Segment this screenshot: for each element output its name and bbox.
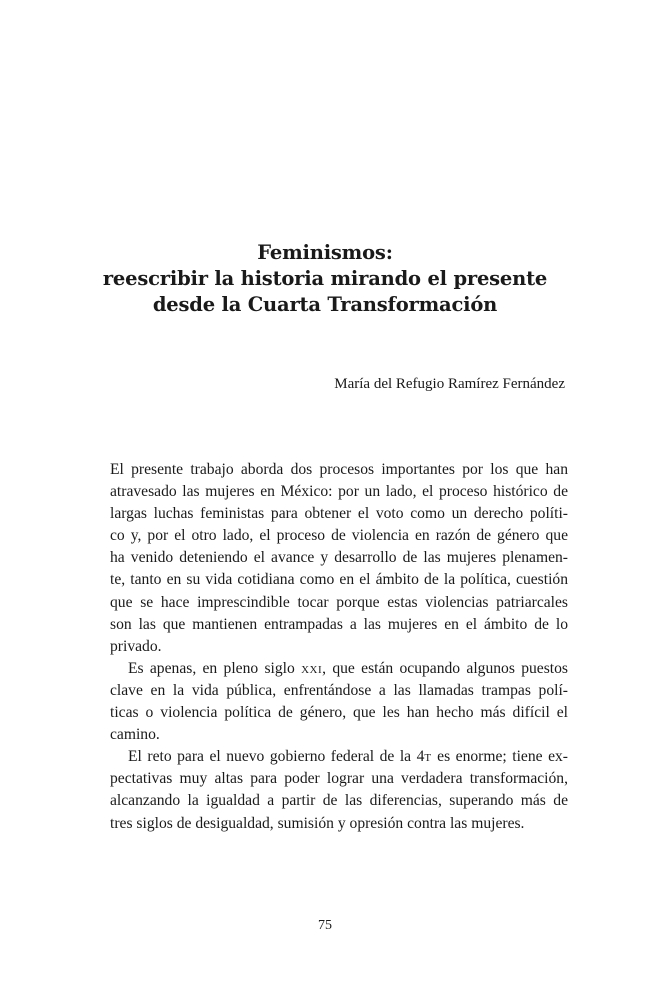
paragraph-2-line-3: ticas o violencia política de género, que les han hecho más difícil el [110,704,568,722]
paragraph-1-line-7: que se hace imprescindible tocar porque estas violencias patriarcales [110,593,568,611]
paragraph-1-line-2: atravesado las mujeres en México: por un lado, el proceso histórico de [110,483,568,501]
paragraph-1-line-6: te, tanto en su vida cotidiana como en el ámbito de la política, cuestión [110,571,568,589]
chapter-title [0,240,650,318]
title-line-3: desde la Cuarta Transformación [152,293,498,316]
paragraph-1-line-1: El presente trabajo aborda dos procesos importantes por los que han [110,461,568,478]
paragraph-3-line-3: alcanzando la igualdad a partir de las diferencias, superando más de [110,792,568,810]
paragraph-2-line-1: Es apenas, en pleno siglo xxi, que están ocupando algunos puestos [128,659,568,677]
body-text [110,459,568,835]
paragraph-3-line-1: El reto para el nuevo gobierno federal de la 4t es enorme; tiene ex- [128,748,568,766]
paragraph-2-line-2: clave en la vida pública, enfrentándose a las llamadas trampas polí- [110,681,568,699]
paragraph-3-line-2: pectativas muy altas para poder lograr una verdadera transformación, [110,770,568,788]
paragraph-1-line-5: ha venido deteniendo el avance y desarrollo de las mujeres plenamen- [110,549,568,567]
paragraph-2-line-4: camino. [110,726,160,744]
paragraph-1-line-9: privado. [110,637,162,655]
title-line-1: Feminismos: [257,241,393,264]
title-line-2: reescribir la historia mirando el presente [102,267,548,290]
page-number: 75 [318,918,332,933]
paragraph-1-line-3: largas luchas feministas para obtener el voto como un derecho políti- [110,505,568,523]
paragraph-1-line-4: co y, por el otro lado, el proceso de violencia en razón de género que [110,527,568,545]
author-name: María del Refugio Ramírez Fernández [334,376,565,392]
paragraph-1-line-8: son las que mantienen entrampadas a las mujeres en el ámbito de lo [110,615,568,633]
paragraph-3-line-4: tres siglos de desigualdad, sumisión y opresión contra las mujeres. [110,814,525,832]
